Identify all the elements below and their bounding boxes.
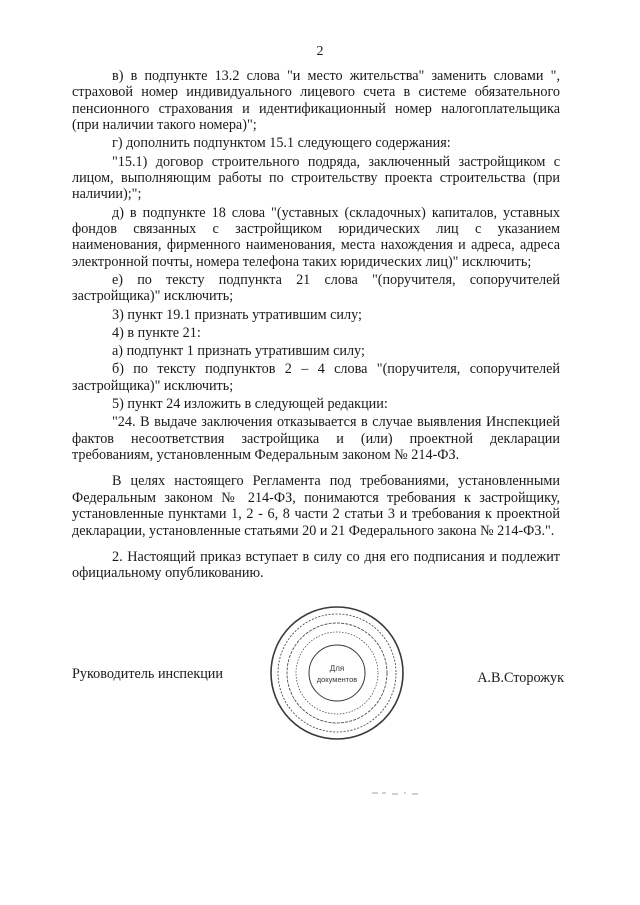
paragraph-point-4: 4) в пункте 21:	[112, 324, 201, 341]
paragraph-item-b: б) по тексту подпунктов 2 – 4 слова "(поручителя, сопоручителей застройщика)" исключить;	[72, 361, 560, 394]
paragraph-item-e: е) по тексту подпункта 21 слова "(поручителя, сопоручителей застройщика)" исключить;	[72, 272, 560, 305]
paragraph-point-3: 3) пункт 19.1 признать утратившим силу;	[112, 306, 362, 323]
paragraph-quote-15-1: "15.1) договор строительного подряда, заключенный застройщиком с лицом, выполняющим работы по строительству проекта строительства (при наличии);";	[72, 153, 560, 203]
paragraph-requirements: В целях настоящего Регламента под требованиями, установленными Федеральным законом № 214-ФЗ, понимаются требования к застройщику, установленные пунктами 1, 2 - 6, 8 части 2 статьи 3 и требования к проектной декларации, установленные статьями 20 и 21 Федерального закона № 214-ФЗ.".	[72, 473, 560, 539]
paragraph-item-d: д) в подпункте 18 слова "(уставных (складочных) капиталов, уставных фондов связанных с застройщиком юридических лиц с указанием наименования, фирменного наименования, места нахождения и адреса, адреса электронной почты, номера телефона таких юридических лиц)" исключить;	[72, 204, 560, 270]
paragraph-point-5: 5) пункт 24 изложить в следующей редакции:	[112, 395, 388, 412]
document-body	[72, 68, 560, 584]
paragraph-item-g: г) дополнить подпунктом 15.1 следующего содержания:	[112, 135, 451, 152]
signer-name: А.В.Сторожук	[477, 670, 564, 686]
paragraph-effective: 2. Настоящий приказ вступает в силу со дня его подписания и подлежит официальному опубликованию.	[72, 548, 560, 582]
scan-artifact-marks	[372, 788, 432, 798]
paragraph-item-a: а) подпункт 1 признать утратившим силу;	[112, 343, 365, 360]
stamp-text-line1: Для	[329, 664, 345, 673]
paragraph-item-v: в) в подпункте 13.2 слова "и место жительства" заменить словами ", страховой номер индивидуального лицевого счета в системе обязательного пенсионного страхования и идентификационный номер налогоплательщика (при наличии такого номера)";	[72, 68, 560, 134]
page-number: 2	[316, 44, 324, 59]
paragraph-quote-24: "24. В выдаче заключения отказывается в случае выявления Инспекцией фактов несоответствия застройщика и (или) проектной декларации требованиям, установленным Федеральным законом № 214-ФЗ.	[72, 414, 560, 463]
official-stamp	[268, 604, 406, 742]
signer-title: Руководитель инспекции	[72, 666, 223, 682]
stamp-text-line2: документов	[316, 675, 358, 684]
